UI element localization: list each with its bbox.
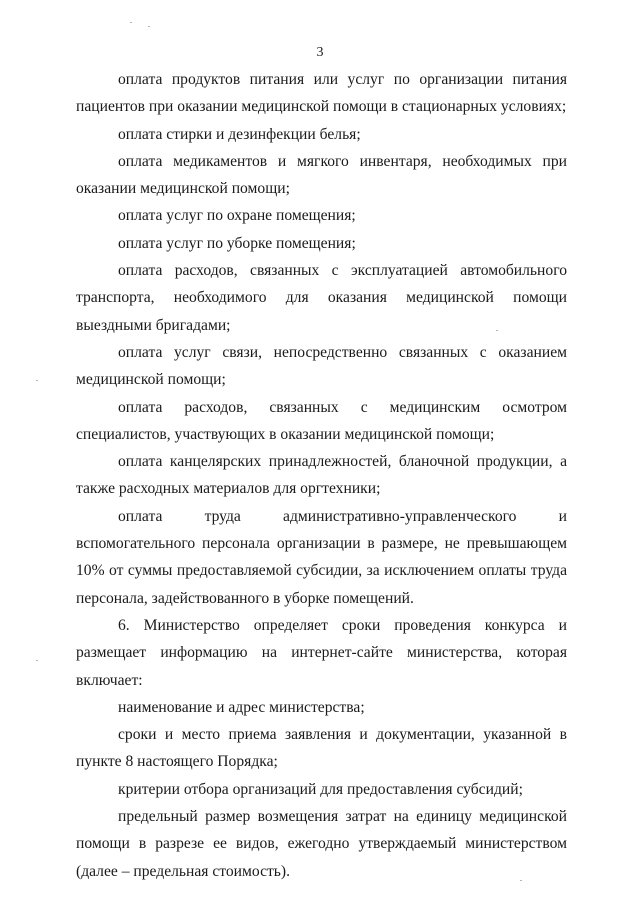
paragraph: сроки и место приема заявления и документации, указанной в пункте 8 настоящего Порядка; bbox=[76, 726, 567, 771]
paragraph: оплата расходов, связанных с медицинским осмотром специалистов, участвующих в оказании медицинской помощи; bbox=[76, 398, 567, 443]
paragraph: оплата услуг по охране помещения; bbox=[118, 207, 356, 225]
scan-speck bbox=[36, 380, 38, 381]
paragraph: наименование и адрес министерства; bbox=[118, 698, 365, 716]
paragraph: оплата расходов, связанных с эксплуатацией автомобильного транспорта, необходимого для оказания медицинской помощи выездными бригадами; bbox=[76, 262, 567, 334]
paragraph: оплата медикаментов и мягкого инвентаря, необходимых при оказании медицинской помощи; bbox=[76, 152, 567, 198]
paragraph: оплата услуг связи, непосредственно связанных с оказанием медицинской помощи; bbox=[76, 343, 567, 389]
document-body bbox=[76, 66, 567, 885]
scan-speck bbox=[148, 26, 150, 27]
scan-speck bbox=[130, 22, 132, 23]
paragraph: оплата услуг по уборке помещения; bbox=[118, 234, 356, 252]
paragraph: предельный размер возмещения затрат на единицу медицинской помощи в разрезе ее видов, ежегодно утверждаемый министерством (далее – предельная стоимость). bbox=[76, 808, 567, 880]
paragraph: критерии отбора организаций для предоставления субсидий; bbox=[118, 780, 523, 798]
paragraph: оплата стирки и дезинфекции белья; bbox=[118, 125, 361, 143]
scan-speck bbox=[36, 660, 38, 661]
paragraph-section-6: 6. Министерство определяет сроки проведения конкурса и размещает информацию на интернет-сайте министерства, которая включает: bbox=[76, 616, 567, 689]
page-number: 3 bbox=[316, 45, 324, 60]
paragraph: оплата канцелярских принадлежностей, бланочной продукции, а также расходных материалов для оргтехники; bbox=[76, 453, 567, 498]
paragraph: оплата труда административно-управленческого и вспомогательного персонала организации в размере, не превышающем 10% от суммы предоставляемой субсидии, за исключением оплаты труда персонала, задействованного в уборке помещений. bbox=[76, 507, 567, 607]
paragraph: оплата продуктов питания или услуг по организации питания пациентов при оказании медицинской помощи в стационарных условиях; bbox=[76, 71, 567, 116]
